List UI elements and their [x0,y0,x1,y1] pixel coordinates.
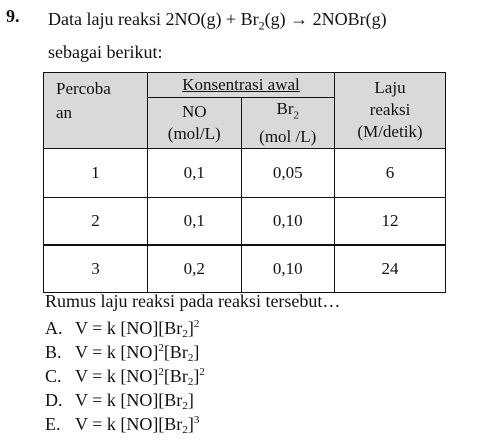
stem-line-1 [48,6,478,39]
cell-no: 0,1 [148,198,242,246]
option-e-superscript: 3 [193,414,200,426]
option-c-subscript: 2 [187,376,194,388]
header-no-line-2: (mol/L) [167,124,221,144]
cell-br2: 0,05 [241,149,335,198]
option-c-mid: [Br [163,366,188,386]
option-e[interactable] [45,412,205,436]
option-d[interactable] [45,388,205,412]
table-row [44,245,446,293]
option-e-formula [75,412,199,436]
cell-br2: 0,10 [241,198,335,246]
header-laju-line-2: reaksi [369,100,411,119]
cell-no: 0,1 [148,149,242,198]
option-b-subscript: 2 [187,352,194,364]
table-header-row-1 [44,73,446,98]
cell-percobaan: 1 [44,149,148,198]
header-br2-subscript: 2 [293,109,299,122]
option-c-close: ] [193,366,200,386]
option-c-text: V = k [NO] [75,366,159,386]
option-e-close: ] [187,414,194,434]
header-laju-line-3: (M/detik) [357,122,423,141]
stem-line-2: sebagai berikut: [48,41,163,62]
question-number: 9. [6,6,20,26]
header-br2-line-1 [242,98,335,126]
option-b-superscript: 2 [158,342,164,354]
option-e-text: V = k [NO][Br [75,414,183,434]
option-c[interactable] [45,364,205,388]
header-no-line-1: NO [181,102,207,122]
option-b[interactable] [45,340,205,364]
option-d-formula [75,388,194,412]
option-d-letter: D. [45,390,63,410]
answer-options [45,316,205,436]
header-br2-line-2: (mol /L) [259,127,317,147]
cell-no: 0,2 [148,245,242,293]
table-row [44,198,446,246]
header-percobaan [44,73,148,149]
option-a[interactable] [45,316,205,340]
header-br2-symbol: Br [276,99,294,118]
header-laju [335,73,446,149]
option-a-superscript: 2 [193,318,200,330]
option-a-close: ] [187,318,194,338]
cell-laju: 24 [335,245,446,293]
option-b-close: ] [193,342,200,362]
header-percobaan-line-2: an [56,103,73,122]
option-b-mid: [Br [163,342,188,362]
option-a-formula [75,316,199,340]
option-d-close: ] [187,390,194,410]
stem-line-1-prefix: Data laju reaksi 2NO(g) + Br [48,9,259,29]
option-b-letter: B. [45,342,62,362]
option-c-superscript-2: 2 [199,366,205,378]
cell-laju: 12 [335,198,446,246]
stem-line-1-suffix: (g) → 2NOBr(g) [264,9,387,29]
option-c-letter: C. [45,366,62,386]
option-b-formula [75,340,199,364]
cell-percobaan: 3 [44,245,148,293]
header-br2 [241,98,335,149]
option-a-letter: A. [45,318,63,338]
question-text: Rumus laju reaksi pada reaksi tersebut… [45,291,341,311]
stem-subscript: 2 [258,18,265,33]
option-c-formula [75,364,205,388]
option-a-subscript: 2 [182,328,188,340]
cell-laju: 6 [335,149,446,198]
option-c-superscript: 2 [158,366,164,378]
option-d-text: V = k [NO][Br [75,390,183,410]
option-a-text: V = k [NO][Br [75,318,183,338]
table-row [44,149,446,198]
option-d-subscript: 2 [182,400,188,412]
option-e-subscript: 2 [182,424,188,436]
option-b-text: V = k [NO] [75,342,159,362]
data-table [43,72,446,293]
option-e-letter: E. [45,414,61,434]
cell-br2: 0,10 [241,245,335,293]
header-percobaan-line-1: Percoba [56,79,111,98]
cell-percobaan: 2 [44,198,148,246]
header-no [148,98,242,149]
header-konsentrasi: Konsentrasi awal [148,73,335,98]
header-laju-line-1: Laju [374,78,406,97]
question-stem [48,6,478,65]
